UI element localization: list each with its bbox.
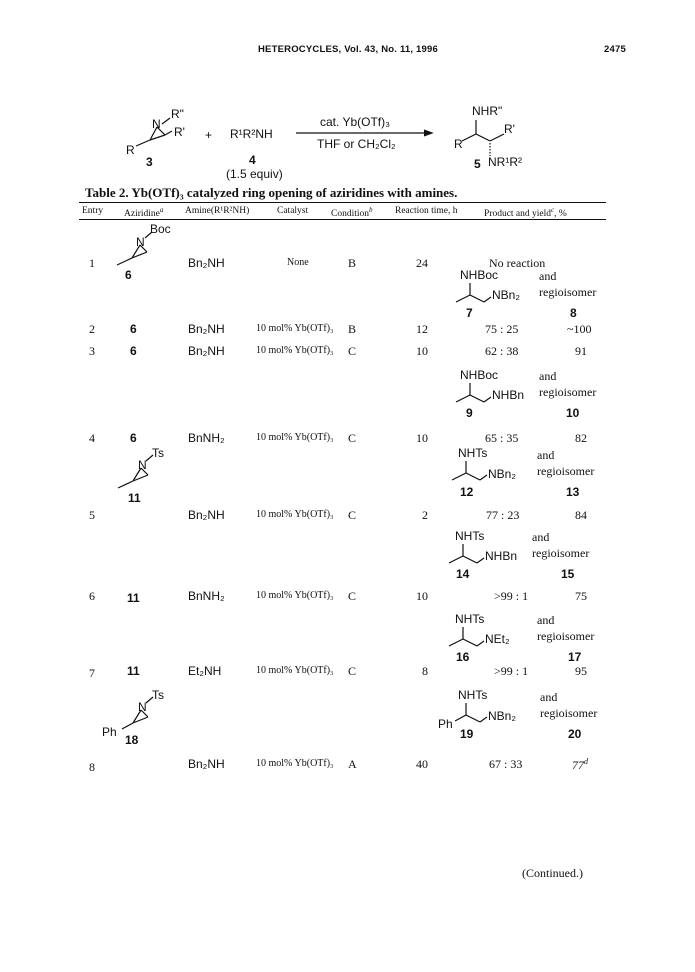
row7-yield: 95: [575, 664, 587, 678]
az18-N: N: [138, 700, 147, 714]
row6-yield: 75: [575, 589, 587, 603]
p12-top: NHTs: [458, 446, 488, 460]
row5-entry: 5: [89, 508, 95, 522]
p16-side: NEt₂: [485, 632, 510, 646]
row2-catalyst: 10 mol% Yb(OTf)₃: [256, 323, 334, 334]
p7-top: NHBoc: [460, 268, 499, 282]
p9-label: 9: [466, 406, 473, 420]
p9-and: and: [539, 369, 557, 383]
row4-amine: BnNH₂: [188, 431, 225, 445]
row5-catalyst: 10 mol% Yb(OTf)₃: [256, 509, 334, 520]
header-catalyst: Catalyst: [277, 206, 309, 216]
p9-top: NHBoc: [460, 368, 499, 382]
p16-label: 16: [456, 650, 470, 664]
az11-N: N: [138, 458, 147, 472]
p12-and: and: [537, 448, 555, 462]
p14-side: NHBn: [485, 549, 518, 563]
row3-ratio: 62 : 38: [485, 344, 519, 358]
p16-top: NHTs: [455, 612, 485, 626]
row4-ratio: 65 : 35: [485, 431, 519, 445]
header-reaction-time: Reaction time, h: [395, 206, 458, 216]
az18-ts: Ts: [152, 688, 164, 702]
compound-label-5: 5: [474, 157, 481, 171]
row1-product: No reaction: [489, 256, 546, 270]
p16-and: and: [537, 613, 555, 627]
row8-catalyst: 10 mol% Yb(OTf)₃: [256, 758, 334, 769]
page-number: 2475: [604, 44, 626, 55]
row4-condition: C: [348, 431, 357, 445]
row8-yield-value: 77: [572, 758, 584, 772]
row7-aziridine: 11: [127, 664, 140, 678]
p19-regio: regioisomer: [540, 706, 598, 720]
p19-label: 19: [460, 727, 474, 741]
p17-label: 17: [568, 650, 582, 664]
az6-boc: Boc: [150, 222, 171, 236]
header-condition-text: Condition: [331, 209, 370, 220]
table-caption: Table 2. Yb(OTf)₃ catalyzed ring opening of aziridines with amines.: [85, 185, 458, 200]
az6-label: 6: [125, 268, 132, 282]
running-header: HETEROCYCLES, Vol. 43, No. 11, 1996: [258, 44, 438, 55]
header-aziridine-sup: a: [159, 206, 164, 214]
header-amine: Amine(R¹R²NH): [185, 206, 250, 216]
row2-yield: ~100: [567, 322, 592, 336]
p14-top: NHTs: [455, 529, 485, 543]
p7-side: NBn₂: [492, 288, 521, 302]
scheme-R-double-prime: R": [171, 107, 184, 121]
p9-side: NHBn: [492, 388, 525, 402]
arrow-reagent-top: cat. Yb(OTf)₃: [320, 115, 391, 129]
p10-label: 10: [566, 406, 580, 420]
row1-catalyst: None: [287, 257, 309, 268]
arrow-reagent-bottom: THF or CH₂Cl₂: [317, 137, 396, 151]
p19-side: NBn₂: [488, 709, 517, 723]
row7-amine: Et₂NH: [188, 664, 222, 678]
row5-ratio: 77 : 23: [486, 508, 520, 522]
p15-label: 15: [561, 567, 575, 581]
row2-time: 12: [416, 322, 428, 336]
row6-aziridine: 11: [127, 591, 140, 605]
row3-time: 10: [416, 344, 428, 358]
row4-entry: 4: [89, 431, 95, 445]
p19-and: and: [540, 690, 558, 704]
row6-entry: 6: [89, 589, 95, 603]
scheme-N: N: [152, 117, 161, 131]
row7-entry: 7: [89, 666, 95, 680]
product5-NHR: NHR": [472, 104, 503, 118]
row3-yield: 91: [575, 344, 587, 358]
row7-catalyst: 10 mol% Yb(OTf)₃: [256, 665, 334, 676]
row3-entry: 3: [89, 344, 95, 358]
az11-ts: Ts: [152, 446, 164, 460]
row6-catalyst: 10 mol% Yb(OTf)₃: [256, 590, 334, 601]
p8-label: 8: [570, 306, 577, 320]
p20-label: 20: [568, 727, 582, 741]
row5-yield: 84: [575, 508, 587, 522]
header-aziridine-text: Aziridine: [124, 209, 160, 220]
p14-and: and: [532, 530, 550, 544]
az11-label: 11: [128, 491, 141, 505]
row8-condition: A: [348, 757, 357, 771]
row4-yield: 82: [575, 431, 587, 445]
row1-time: 24: [416, 256, 428, 270]
az6-N: N: [136, 235, 145, 249]
scheme-R-prime: R': [174, 125, 185, 139]
row1-condition: B: [348, 256, 357, 270]
row4-catalyst: 10 mol% Yb(OTf)₃: [256, 432, 334, 443]
row8-yield-sup: d: [584, 757, 588, 766]
p14-label: 14: [456, 567, 470, 581]
row5-condition: C: [348, 508, 357, 522]
p19-ph: Ph: [438, 717, 453, 731]
row8-time: 40: [416, 757, 428, 771]
scheme-plus: +: [205, 128, 213, 142]
row3-amine: Bn₂NH: [188, 344, 225, 358]
row8-yield: [572, 757, 588, 773]
p13-label: 13: [566, 485, 580, 499]
row2-ratio: 75 : 25: [485, 322, 519, 336]
row7-time: 8: [422, 664, 428, 678]
scheme-amine: R¹R²NH: [230, 127, 273, 141]
p7-and: and: [539, 269, 557, 283]
header-condition-sup: b: [369, 206, 373, 214]
p7-label: 7: [466, 306, 473, 320]
compound-label-3: 3: [146, 155, 153, 169]
continued-note: (Continued.): [522, 866, 583, 880]
p12-regio: regioisomer: [537, 464, 595, 478]
row6-time: 10: [416, 589, 428, 603]
row3-catalyst: 10 mol% Yb(OTf)₃: [256, 345, 334, 356]
row2-entry: 2: [89, 322, 95, 336]
row4-time: 10: [416, 431, 428, 445]
row2-aziridine: 6: [130, 322, 137, 336]
p16-regio: regioisomer: [537, 629, 595, 643]
p14-regio: regioisomer: [532, 546, 590, 560]
row1-amine: Bn₂NH: [188, 256, 225, 270]
row6-ratio: >99 : 1: [494, 589, 529, 603]
p7-regio: regioisomer: [539, 285, 597, 299]
az18-label: 18: [125, 733, 139, 747]
header-entry: Entry: [82, 206, 104, 216]
row2-amine: Bn₂NH: [188, 322, 225, 336]
row4-aziridine: 6: [130, 431, 137, 445]
scheme-equiv: (1.5 equiv): [226, 167, 283, 181]
row7-condition: C: [348, 664, 357, 678]
p9-regio: regioisomer: [539, 385, 597, 399]
product5-NR1R2: NR¹R²: [488, 155, 522, 169]
row8-amine: Bn₂NH: [188, 757, 225, 771]
row3-condition: C: [348, 344, 357, 358]
product5-R: R: [454, 137, 463, 151]
row1-entry: 1: [89, 256, 95, 270]
header-product-sup: c: [551, 206, 555, 214]
row7-ratio: >99 : 1: [494, 664, 529, 678]
az18-ph: Ph: [102, 725, 117, 739]
p12-side: NBn₂: [488, 467, 517, 481]
row3-aziridine: 6: [130, 344, 137, 358]
row6-amine: BnNH₂: [188, 589, 225, 603]
p19-top: NHTs: [458, 688, 488, 702]
product5-R-prime: R': [504, 122, 515, 136]
row2-condition: B: [348, 322, 357, 336]
row8-entry: 8: [89, 760, 95, 774]
header-product-text: Product and yield: [484, 209, 552, 220]
scheme-R-left: R: [126, 143, 135, 157]
row5-time: 2: [422, 508, 428, 522]
row6-condition: C: [348, 589, 357, 603]
row8-ratio: 67 : 33: [489, 757, 523, 771]
compound-label-4: 4: [249, 153, 256, 167]
p12-label: 12: [460, 485, 474, 499]
header-product-tail: , %: [554, 209, 567, 220]
row5-amine: Bn₂NH: [188, 508, 225, 522]
